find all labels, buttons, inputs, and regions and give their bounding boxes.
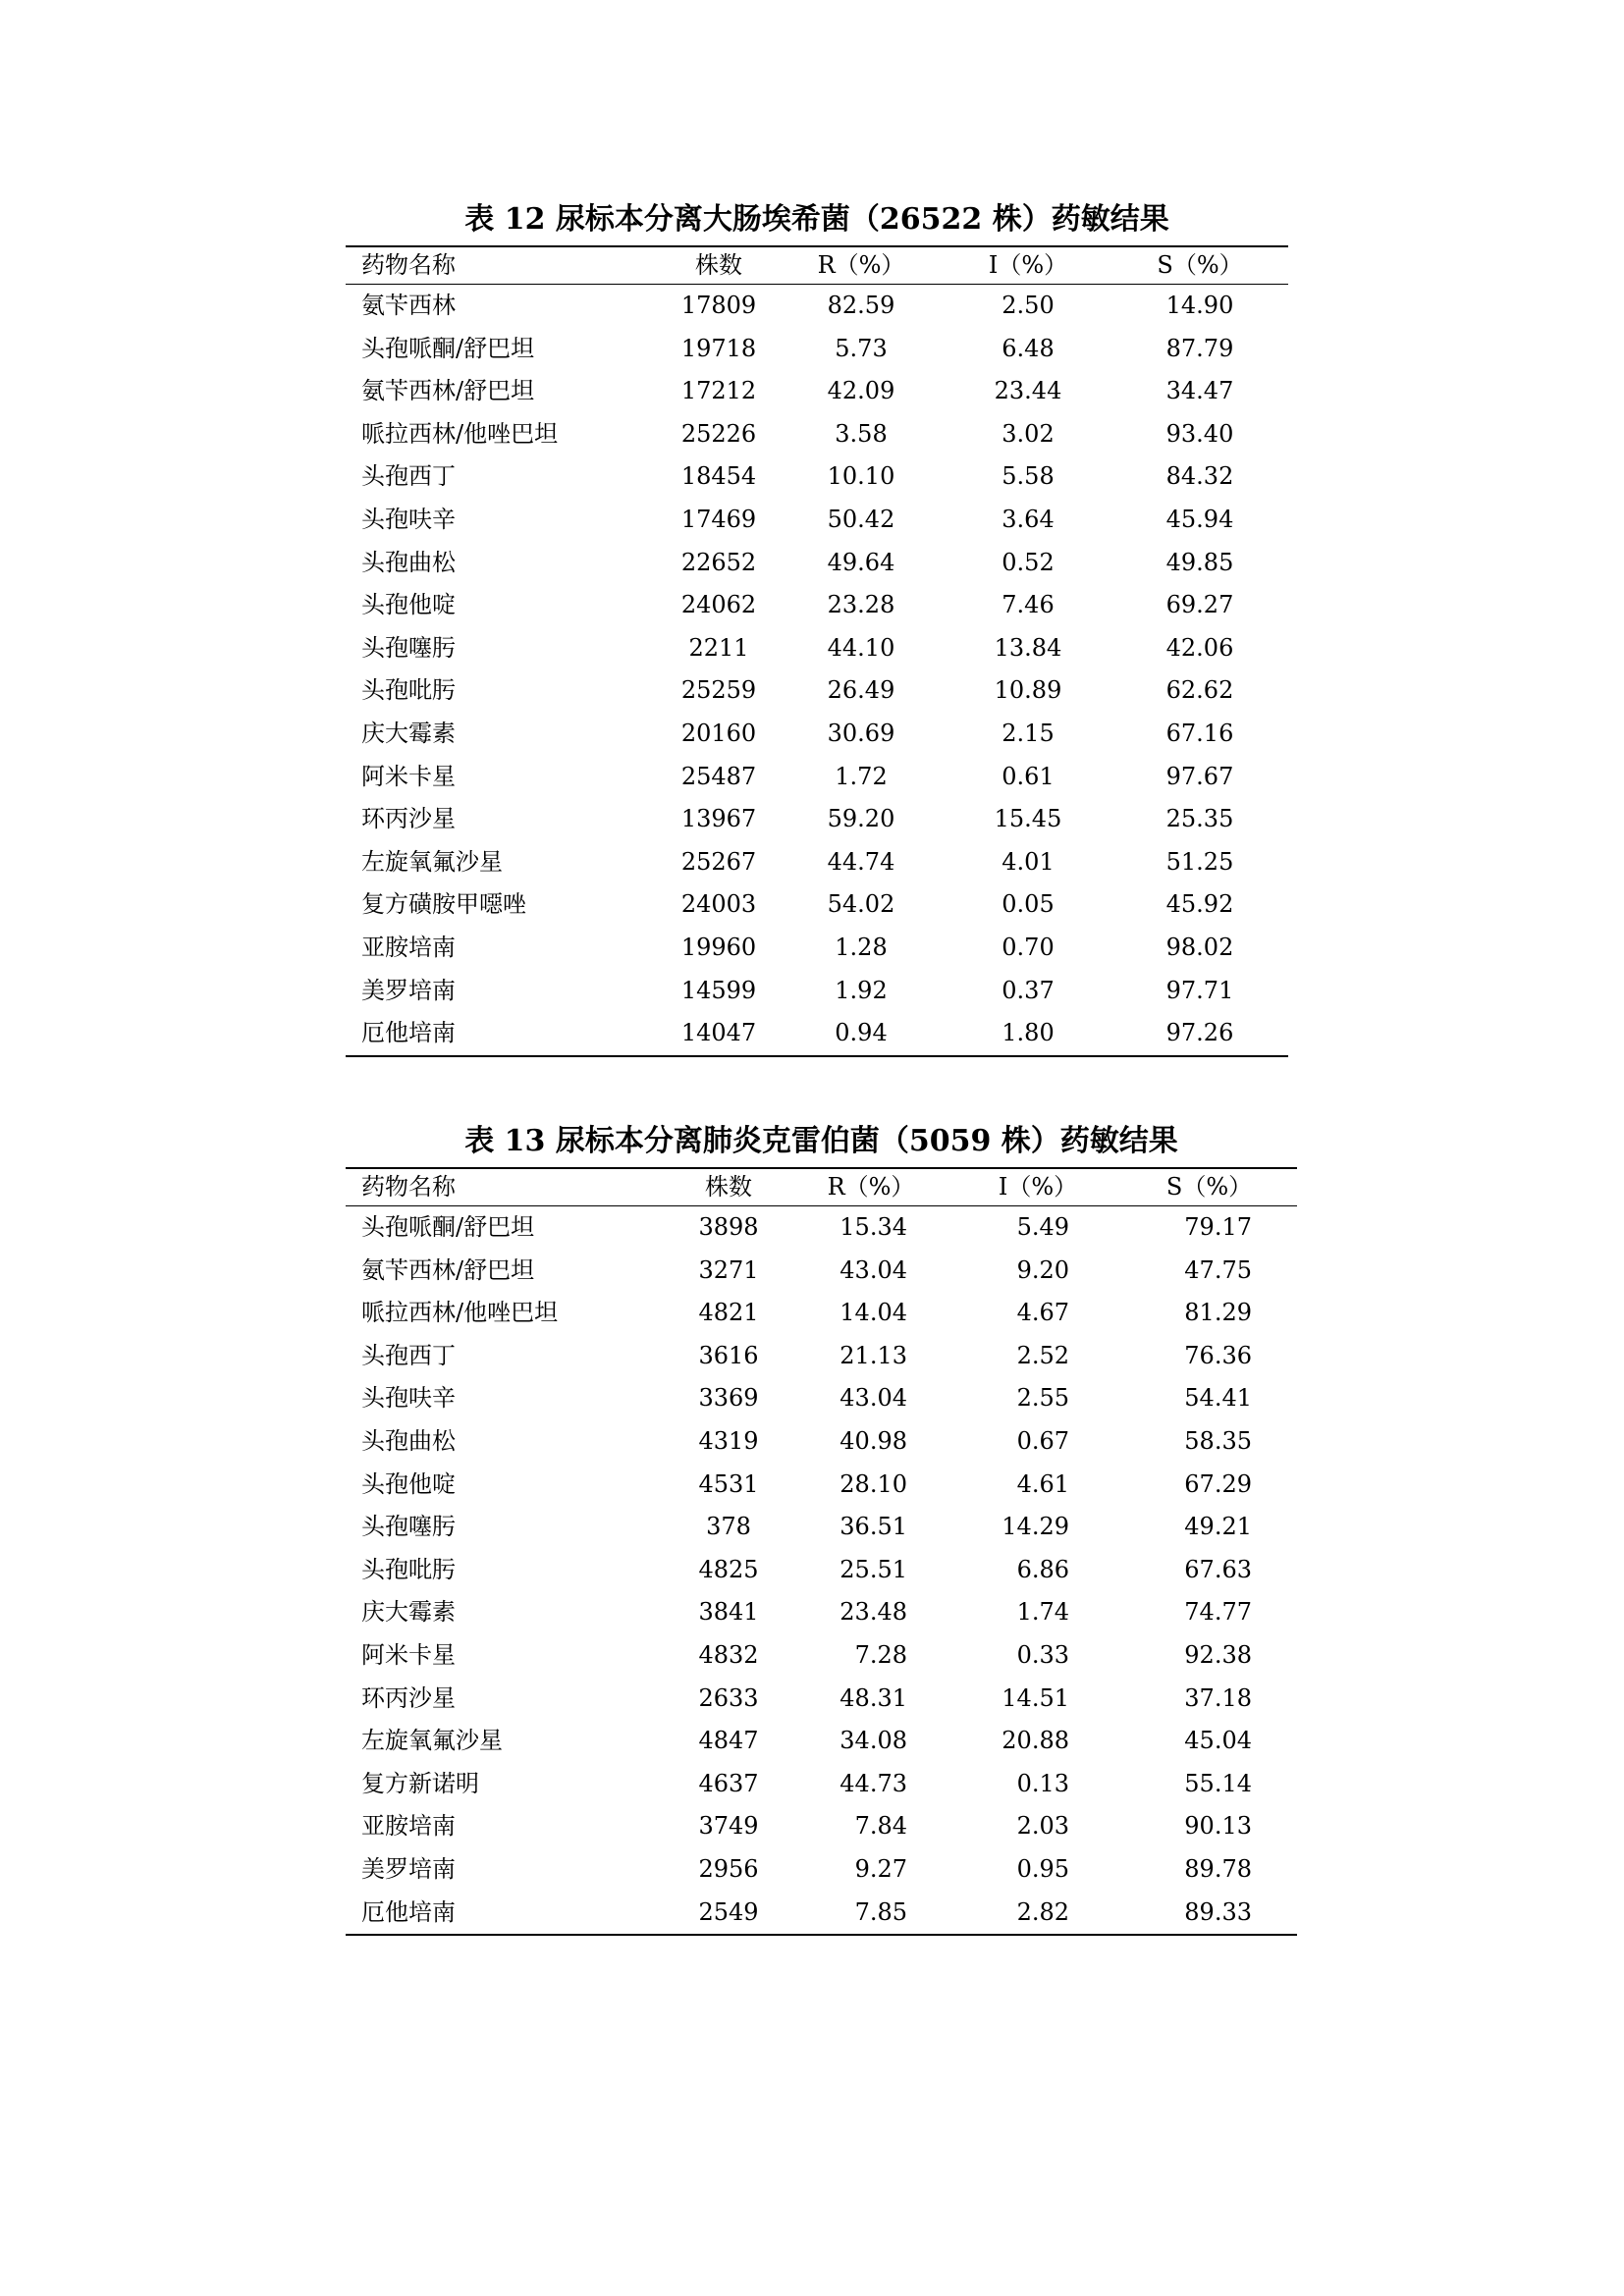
column-header-resistant: R（%） [817, 251, 905, 279]
table-12-title: 表 12 尿标本分离大肠埃希菌（26522 株）药敏结果 [464, 202, 1169, 237]
susceptible-cell: 97.26 [1165, 1019, 1234, 1047]
intermediate-cell: 14.29 [1001, 1513, 1069, 1541]
drug-name-cell: 庆大霉素 [361, 1598, 456, 1627]
table-12-header-row [346, 246, 1288, 285]
table-row [346, 1549, 1297, 1592]
table-row [346, 1720, 1297, 1763]
drug-name-cell: 头孢哌酮/舒巴坦 [361, 1213, 535, 1241]
susceptible-cell: 54.41 [1184, 1384, 1252, 1413]
count-cell: 18454 [680, 462, 757, 491]
susceptible-cell: 25.35 [1165, 805, 1234, 833]
intermediate-cell: 2.03 [1016, 1812, 1069, 1841]
table-row [346, 370, 1288, 413]
table-row [346, 669, 1288, 713]
susceptible-cell: 97.67 [1165, 762, 1234, 790]
susceptible-cell: 93.40 [1165, 419, 1234, 448]
count-cell: 25267 [680, 847, 757, 876]
table-row [346, 841, 1288, 884]
table-row [346, 1206, 1297, 1250]
resistant-cell: 42.09 [827, 377, 895, 405]
table-row [346, 1464, 1297, 1507]
column-header-susceptible: S（%） [1165, 1173, 1253, 1201]
intermediate-cell: 13.84 [994, 633, 1062, 662]
intermediate-cell: 0.13 [1016, 1769, 1069, 1797]
resistant-cell: 50.42 [827, 505, 895, 533]
drug-name-cell: 阿米卡星 [361, 762, 456, 790]
count-cell: 25226 [680, 419, 757, 448]
intermediate-cell: 2.82 [1016, 1897, 1069, 1926]
resistant-cell: 7.85 [854, 1897, 907, 1926]
resistant-cell: 54.02 [827, 890, 895, 919]
susceptible-cell: 62.62 [1165, 676, 1234, 705]
resistant-cell: 28.10 [839, 1469, 907, 1498]
drug-name-cell: 氨苄西林/舒巴坦 [361, 377, 535, 405]
count-cell: 17469 [680, 505, 757, 533]
drug-name-cell: 头孢吡肟 [361, 676, 456, 705]
table-row [346, 455, 1288, 499]
table-row [346, 1763, 1297, 1806]
column-header-count: 株数 [695, 251, 742, 279]
drug-name-cell: 头孢呋辛 [361, 1384, 456, 1413]
count-cell: 3898 [698, 1213, 759, 1241]
count-cell: 2211 [688, 633, 749, 662]
intermediate-cell: 1.80 [1001, 1019, 1055, 1047]
drug-name-cell: 氨苄西林 [361, 292, 456, 319]
intermediate-cell: 5.58 [1001, 462, 1055, 491]
resistant-cell: 1.28 [835, 933, 888, 961]
drug-name-cell: 氨苄西林/舒巴坦 [361, 1255, 535, 1284]
drug-name-cell: 头孢噻肟 [361, 633, 456, 662]
table-row [346, 798, 1288, 841]
table-row [346, 584, 1288, 627]
drug-name-cell: 亚胺培南 [361, 933, 456, 961]
intermediate-cell: 0.95 [1016, 1854, 1069, 1883]
table-12 [346, 245, 1288, 1057]
count-cell: 3841 [698, 1598, 759, 1627]
table-row [346, 1805, 1297, 1848]
count-cell: 4825 [698, 1555, 759, 1583]
table-13-header-row [346, 1168, 1297, 1206]
table-row [346, 713, 1288, 756]
count-cell: 4832 [698, 1640, 759, 1669]
table-row [346, 1848, 1297, 1892]
susceptible-cell: 55.14 [1184, 1769, 1252, 1797]
count-cell: 4531 [698, 1469, 759, 1498]
susceptible-cell: 89.78 [1184, 1854, 1252, 1883]
drug-name-cell: 左旋氧氟沙星 [361, 1727, 503, 1755]
count-cell: 17809 [680, 292, 757, 319]
column-header-drug-name: 药物名称 [361, 1173, 456, 1201]
table-row [346, 627, 1288, 670]
resistant-cell: 15.34 [839, 1213, 907, 1241]
susceptible-cell: 84.32 [1165, 462, 1234, 491]
intermediate-cell: 23.44 [994, 377, 1062, 405]
susceptible-cell: 69.27 [1165, 591, 1234, 619]
table-row [346, 883, 1288, 927]
table-row [346, 1012, 1288, 1056]
intermediate-cell: 14.51 [1001, 1683, 1069, 1712]
drug-name-cell: 头孢哌酮/舒巴坦 [361, 334, 535, 362]
table-row [346, 1634, 1297, 1678]
count-cell: 24062 [680, 591, 757, 619]
column-header-drug-name: 药物名称 [361, 251, 456, 279]
table-row [346, 1892, 1297, 1936]
resistant-cell: 44.10 [827, 633, 895, 662]
table-row [346, 1335, 1297, 1378]
intermediate-cell: 2.50 [1001, 292, 1055, 319]
drug-name-cell: 哌拉西林/他唑巴坦 [361, 1299, 559, 1327]
resistant-cell: 40.98 [839, 1426, 907, 1455]
count-cell: 13967 [680, 805, 757, 833]
table-row [346, 285, 1288, 328]
intermediate-cell: 6.48 [1001, 334, 1055, 362]
susceptible-cell: 97.71 [1165, 976, 1234, 1004]
intermediate-cell: 0.67 [1016, 1426, 1069, 1455]
intermediate-cell: 2.55 [1016, 1384, 1069, 1413]
susceptible-cell: 42.06 [1165, 633, 1234, 662]
susceptible-cell: 37.18 [1184, 1683, 1252, 1712]
susceptible-cell: 76.36 [1184, 1341, 1252, 1369]
intermediate-cell: 10.89 [994, 676, 1062, 705]
count-cell: 2956 [698, 1854, 759, 1883]
intermediate-cell: 2.15 [1001, 719, 1055, 747]
drug-name-cell: 头孢他啶 [361, 591, 456, 619]
count-cell: 4821 [698, 1299, 759, 1327]
resistant-cell: 82.59 [827, 292, 895, 319]
count-cell: 3369 [698, 1384, 759, 1413]
drug-name-cell: 复方新诺明 [361, 1769, 479, 1797]
column-header-resistant: R（%） [827, 1173, 915, 1201]
intermediate-cell: 2.52 [1016, 1341, 1069, 1369]
intermediate-cell: 0.70 [1001, 933, 1055, 961]
intermediate-cell: 3.64 [1001, 505, 1055, 533]
count-cell: 3749 [698, 1812, 759, 1841]
resistant-cell: 25.51 [839, 1555, 907, 1583]
table-row [346, 756, 1288, 799]
table-row [346, 542, 1288, 585]
resistant-cell: 30.69 [827, 719, 895, 747]
drug-name-cell: 美罗培南 [361, 976, 456, 1004]
resistant-cell: 21.13 [839, 1341, 907, 1369]
resistant-cell: 36.51 [839, 1513, 907, 1541]
susceptible-cell: 45.94 [1165, 505, 1234, 533]
count-cell: 2549 [698, 1897, 759, 1926]
susceptible-cell: 47.75 [1184, 1255, 1252, 1284]
resistant-cell: 9.27 [854, 1854, 907, 1883]
drug-name-cell: 阿米卡星 [361, 1640, 456, 1669]
intermediate-cell: 0.33 [1016, 1640, 1069, 1669]
table-row [346, 927, 1288, 970]
intermediate-cell: 4.01 [1001, 847, 1055, 876]
count-cell: 4637 [698, 1769, 759, 1797]
susceptible-cell: 89.33 [1184, 1897, 1252, 1926]
count-cell: 25487 [680, 762, 757, 790]
drug-name-cell: 头孢他啶 [361, 1469, 456, 1498]
count-cell: 17212 [680, 377, 757, 405]
intermediate-cell: 15.45 [994, 805, 1062, 833]
intermediate-cell: 5.49 [1016, 1213, 1069, 1241]
table-13-title: 表 13 尿标本分离肺炎克雷伯菌（5059 株）药敏结果 [464, 1124, 1178, 1158]
susceptible-cell: 74.77 [1184, 1598, 1252, 1627]
susceptible-cell: 51.25 [1165, 847, 1234, 876]
count-cell: 25259 [680, 676, 757, 705]
table-row [346, 970, 1288, 1013]
drug-name-cell: 美罗培南 [361, 1854, 456, 1883]
column-header-count: 株数 [705, 1173, 752, 1201]
susceptible-cell: 81.29 [1184, 1299, 1252, 1327]
susceptible-cell: 98.02 [1165, 933, 1234, 961]
intermediate-cell: 7.46 [1001, 591, 1055, 619]
drug-name-cell: 环丙沙星 [361, 805, 456, 833]
resistant-cell: 44.73 [839, 1769, 907, 1797]
drug-name-cell: 哌拉西林/他唑巴坦 [361, 419, 559, 448]
resistant-cell: 5.73 [835, 334, 888, 362]
susceptible-cell: 49.85 [1165, 548, 1234, 576]
count-cell: 24003 [680, 890, 757, 919]
resistant-cell: 34.08 [839, 1727, 907, 1755]
resistant-cell: 3.58 [835, 419, 888, 448]
table-row [346, 1250, 1297, 1293]
count-cell: 14599 [680, 976, 757, 1004]
drug-name-cell: 左旋氧氟沙星 [361, 847, 503, 876]
resistant-cell: 43.04 [839, 1255, 907, 1284]
susceptible-cell: 67.29 [1184, 1469, 1252, 1498]
intermediate-cell: 20.88 [1001, 1727, 1069, 1755]
resistant-cell: 7.84 [854, 1812, 907, 1841]
table-13-body [346, 1206, 1297, 1936]
intermediate-cell: 4.61 [1016, 1469, 1069, 1498]
table-row [346, 1420, 1297, 1464]
count-cell: 4319 [698, 1426, 759, 1455]
intermediate-cell: 4.67 [1016, 1299, 1069, 1327]
resistant-cell: 43.04 [839, 1384, 907, 1413]
susceptible-cell: 87.79 [1165, 334, 1234, 362]
intermediate-cell: 3.02 [1001, 419, 1055, 448]
table-row [346, 1591, 1297, 1634]
resistant-cell: 23.48 [839, 1598, 907, 1627]
table-12-body [346, 285, 1288, 1056]
count-cell: 14047 [680, 1019, 757, 1047]
resistant-cell: 0.94 [835, 1019, 888, 1047]
resistant-cell: 1.92 [835, 976, 888, 1004]
drug-name-cell: 复方磺胺甲噁唑 [361, 890, 526, 919]
drug-name-cell: 头孢西丁 [361, 462, 456, 491]
intermediate-cell: 0.61 [1001, 762, 1055, 790]
count-cell: 22652 [680, 548, 757, 576]
drug-name-cell: 头孢曲松 [361, 548, 456, 576]
table-row [346, 1506, 1297, 1549]
count-cell: 2633 [698, 1683, 759, 1712]
drug-name-cell: 头孢噻肟 [361, 1513, 456, 1541]
intermediate-cell: 0.52 [1001, 548, 1055, 576]
drug-name-cell: 头孢西丁 [361, 1341, 456, 1369]
drug-name-cell: 头孢曲松 [361, 1426, 456, 1455]
count-cell: 19718 [680, 334, 757, 362]
susceptible-cell: 79.17 [1184, 1213, 1252, 1241]
column-header-intermediate: I（%） [988, 251, 1068, 279]
susceptible-cell: 67.16 [1165, 719, 1234, 747]
susceptible-cell: 14.90 [1165, 292, 1234, 319]
drug-name-cell: 头孢吡肟 [361, 1555, 456, 1583]
drug-name-cell: 庆大霉素 [361, 719, 456, 747]
resistant-cell: 23.28 [827, 591, 895, 619]
resistant-cell: 48.31 [839, 1683, 907, 1712]
intermediate-cell: 0.37 [1001, 976, 1055, 1004]
resistant-cell: 1.72 [835, 762, 888, 790]
drug-name-cell: 亚胺培南 [361, 1812, 456, 1841]
resistant-cell: 10.10 [827, 462, 895, 491]
susceptible-cell: 90.13 [1184, 1812, 1252, 1841]
drug-name-cell: 环丙沙星 [361, 1683, 456, 1712]
table-row [346, 499, 1288, 542]
table-row [346, 1377, 1297, 1420]
resistant-cell: 44.74 [827, 847, 895, 876]
resistant-cell: 26.49 [827, 676, 895, 705]
drug-name-cell: 头孢呋辛 [361, 505, 456, 533]
susceptible-cell: 34.47 [1165, 377, 1234, 405]
table-12-section [346, 194, 1288, 1057]
table-13-section [346, 1116, 1297, 1936]
table-row [346, 1678, 1297, 1721]
count-cell: 19960 [680, 933, 757, 961]
table-row [346, 328, 1288, 371]
resistant-cell: 49.64 [827, 548, 895, 576]
susceptible-cell: 92.38 [1184, 1640, 1252, 1669]
column-header-intermediate: I（%） [998, 1173, 1078, 1201]
intermediate-cell: 1.74 [1016, 1598, 1069, 1627]
table-13 [346, 1167, 1297, 1936]
intermediate-cell: 9.20 [1016, 1255, 1069, 1284]
count-cell: 20160 [680, 719, 757, 747]
column-header-susceptible: S（%） [1157, 251, 1243, 279]
count-cell: 4847 [698, 1727, 759, 1755]
susceptible-cell: 58.35 [1184, 1426, 1252, 1455]
susceptible-cell: 67.63 [1184, 1555, 1252, 1583]
count-cell: 3271 [698, 1255, 759, 1284]
drug-name-cell: 厄他培南 [361, 1019, 456, 1047]
count-cell: 3616 [698, 1341, 759, 1369]
susceptible-cell: 45.04 [1184, 1727, 1252, 1755]
table-row [346, 1292, 1297, 1335]
intermediate-cell: 0.05 [1001, 890, 1055, 919]
susceptible-cell: 49.21 [1184, 1513, 1252, 1541]
resistant-cell: 59.20 [827, 805, 895, 833]
intermediate-cell: 6.86 [1016, 1555, 1069, 1583]
resistant-cell: 14.04 [839, 1299, 907, 1327]
drug-name-cell: 厄他培南 [361, 1897, 456, 1926]
table-row [346, 413, 1288, 456]
resistant-cell: 7.28 [854, 1640, 907, 1669]
count-cell: 378 [706, 1513, 751, 1541]
susceptible-cell: 45.92 [1165, 890, 1234, 919]
